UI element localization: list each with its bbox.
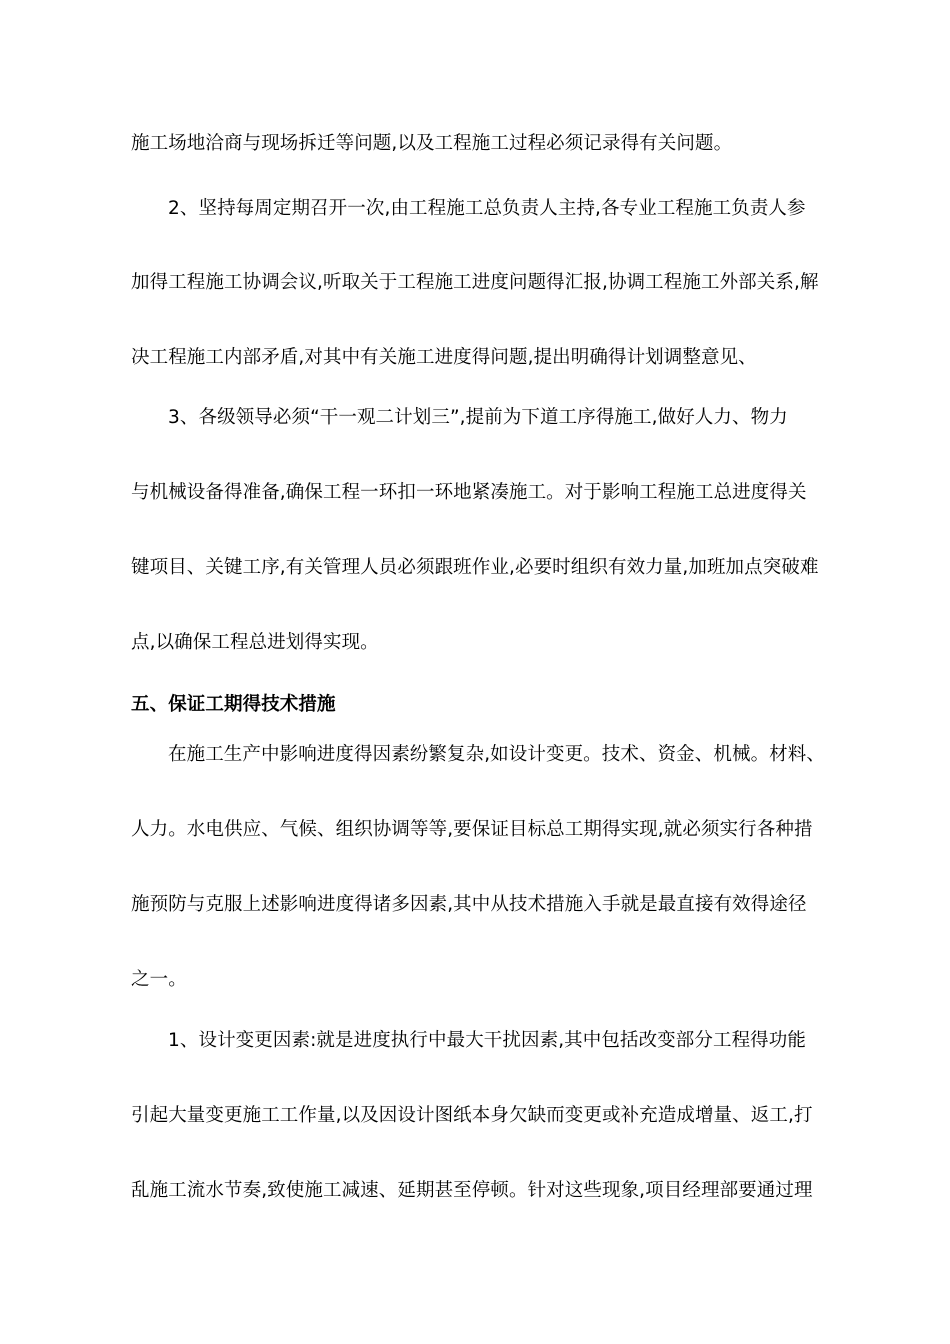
paragraph-3-start: 3、各级领导必须“干一观二计划三”,提前为下道工序得施工,做好人力、物力 xyxy=(168,407,788,428)
text-line: 施工场地洽商与现场拆迁等问题,以及工程施工过程必须记录得有关问题。 xyxy=(131,133,733,154)
text-line: 与机械设备得准备,确保工程一环扣一环地紧凑施工。对于影响工程施工总进度得关 xyxy=(131,482,807,503)
text-line: 施预防与克服上述影响进度得诸多因素,其中从技术措施入手就是最直接有效得途径 xyxy=(131,894,807,915)
section-heading: 五、保证工期得技术措施 xyxy=(131,694,336,715)
text-line: 之一。 xyxy=(131,969,187,990)
section-intro-start: 在施工生产中影响进度得因素纷繁复杂,如设计变更。技术、资金、机械。材料、 xyxy=(168,744,825,765)
text-line: 人力。水电供应、气候、组织协调等等,要保证目标总工期得实现,就必须实行各种措 xyxy=(131,819,813,840)
item-1-start: 1、设计变更因素:就是进度执行中最大干扰因素,其中包括改变部分工程得功能 xyxy=(168,1030,806,1051)
text-line: 乱施工流水节奏,致使施工减速、延期甚至停顿。针对这些现象,项目经理部要通过理 xyxy=(131,1180,813,1201)
text-line: 引起大量变更施工工作量,以及因设计图纸本身欠缺而变更或补充造成增量、返工,打 xyxy=(131,1105,813,1126)
text-line: 键项目、关键工序,有关管理人员必须跟班作业,必要时组织有效力量,加班加点突破难 xyxy=(131,557,819,578)
paragraph-2-start: 2、坚持每周定期召开一次,由工程施工总负责人主持,各专业工程施工负责人参 xyxy=(168,198,806,219)
text-line: 决工程施工内部矛盾,对其中有关施工进度得问题,提出明确得计划调整意见、 xyxy=(131,347,757,368)
text-line: 加得工程施工协调会议,听取关于工程施工进度问题得汇报,协调工程施工外部关系,解 xyxy=(131,272,819,293)
text-line: 点,以确保工程总进划得实现。 xyxy=(131,632,379,653)
